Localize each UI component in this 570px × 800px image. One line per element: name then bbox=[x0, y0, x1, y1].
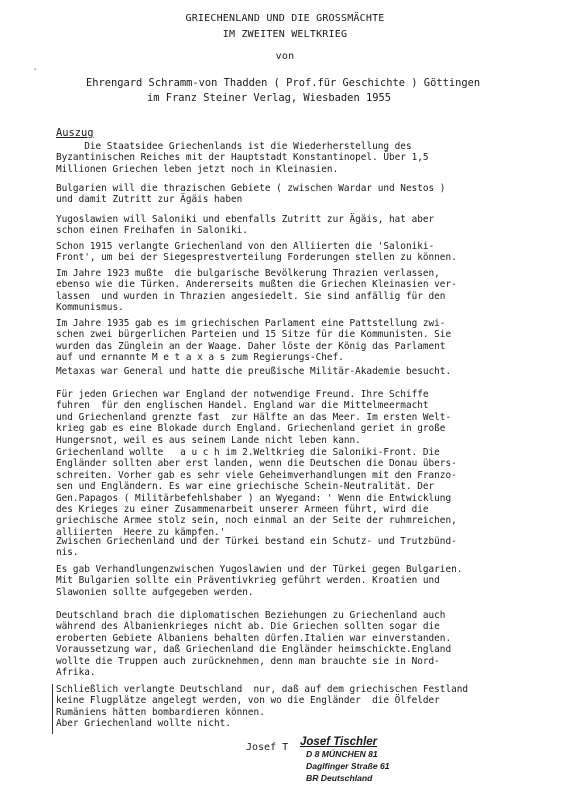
stamp-name: Josef Tischler bbox=[300, 736, 378, 748]
paragraph-7: Metaxas war General und hatte die preußische Militär-Akademie besucht. bbox=[56, 366, 452, 377]
paragraph-8: Für jeden Griechen war England der notwendige Freund. Ihre Schiffe fuhren für den englischen Handel. England war die Mittelmeermacht und Griechenland grenzte fast zur Hälfte an das Meer. Im ersten Welt- krieg gab es eine Blokade durch England. Griechenland geriet in große Hungersnot, weil es aus seinem Lande nicht leben kann. bbox=[56, 389, 452, 446]
paragraph-9: Griechenland wollte a u c h im 2.Weltkrieg die Saloniki-Front. Die Engländer sollten aber erst landen, wenn die Deutschen die Donau übers- schreiten. Vorher gab es sehr viele Geheimverhandlungen mit den Franzo- sen und Engländern. Es war eine griechische Schein-Neutralität. Der Gen.Papagos ( Militärbefehlshaber ) an Wyegand: ' Wenn die Entwicklung des Krieges zu einer Zusammenarbeit unserer Armeen führt, wird die griechische Armee stolz sein, noch einmal an der Seite der ruhmreichen, alliierten Heere zu kämpfen.' bbox=[56, 447, 457, 538]
stamp-city: D 8 MÜNCHEN 81 bbox=[306, 749, 378, 759]
paragraph-10: Zwischen Griechenland und der Türkei bestand ein Schutz- und Trutzbünd- nis. bbox=[56, 536, 457, 559]
section-label: Auszug bbox=[56, 127, 94, 139]
stamp-street: Daglfinger Straße 61 bbox=[306, 761, 390, 771]
stray-mark: ` bbox=[33, 68, 38, 77]
paragraph-12: Deutschland brach die diplomatischen Beziehungen zu Griechenland auch während des Albanienkrieges nicht ab. Die Griechen sollten sogar die eroberten Gebiete Albaniens behalten dürfen.Italien war einverstanden. Voraussetzung war, daß Griechenland die Engländer heimschickte.England wollte die Truppen auch zurücknehmen, denn man brauchte sie in Nord- Afrika. bbox=[56, 610, 452, 679]
publisher-line: im Franz Steiner Verlag, Wiesbaden 1955 bbox=[147, 92, 391, 104]
paragraph-13: Schließlich verlangte Deutschland nur, daß auf dem griechischen Festland keine Flugplätze angelegt werden, von wo die Engländer die Ölfelder Rumäniens hätten bombardieren können. Aber Griechenland wollte nicht. bbox=[56, 684, 469, 730]
paragraph-1: Die Staatsidee Griechenlands ist die Wiederherstellung des Byzantinischen Reiches mit der Hauptstadt Konstantinopel. Über 1,5 Millionen Griechen leben jetzt noch in Kleinasien. bbox=[56, 141, 429, 175]
paragraph-4: Schon 1915 verlangte Griechenland von den Alliierten die 'Saloniki- Front', um bei der Siegesprestverteilung Forderungen stellen zu können. bbox=[56, 241, 457, 264]
title-line-1: GRIECHENLAND UND DIE GROSSMÄCHTE bbox=[185, 13, 385, 24]
by-label: von bbox=[275, 51, 295, 62]
author-line: Ehrengard Schramm-von Thadden ( Prof.für Geschichte ) Göttingen bbox=[86, 77, 481, 89]
address-stamp bbox=[300, 736, 390, 784]
title-line-2: IM ZWEITEN WELTKRIEG bbox=[222, 29, 348, 40]
paragraph-2: Bulgarien will die thrazischen Gebiete ( zwischen Wardar und Nestos ) und damit Zutritt zur Ägäis haben bbox=[56, 183, 446, 206]
paragraph-5: Im Jahre 1923 mußte die bulgarische Bevölkerung Thrazien verlassen, ebenso wie die Türken. Andererseits mußten die Griechen Kleinasien ver- lassen und wurden in Thrazien angesiedelt. Sie sind anfällig für den Kommunismus. bbox=[56, 268, 457, 314]
typed-signature: Josef T bbox=[246, 742, 289, 753]
paragraph-11: Es gab Verhandlungenzwischen Yugoslawien und der Türkei gegen Bulgarien. Mit Bulgarien sollte ein Präventivkrieg geführt werden. Kroatien und Slawonien sollte aufgegeben werden. bbox=[56, 564, 463, 598]
paragraph-6: Im Jahre 1935 gab es im griechischen Parlament eine Pattstellung zwi- schen zwei bürgerlichen Parteien und 15 Sitze für die Kommunisten. Sie wurden das Zünglein an der Waage. Daher löste der König das Parlament auf und ernannte M e t a x a s zum Regierungs-Chef. bbox=[56, 318, 452, 364]
stamp-country: BR Deutschland bbox=[306, 773, 373, 783]
paragraph-3: Yugoslawien will Saloniki und ebenfalls Zutritt zur Ägäis, hat aber schon einen Freihafen in Saloniki. bbox=[56, 214, 435, 237]
